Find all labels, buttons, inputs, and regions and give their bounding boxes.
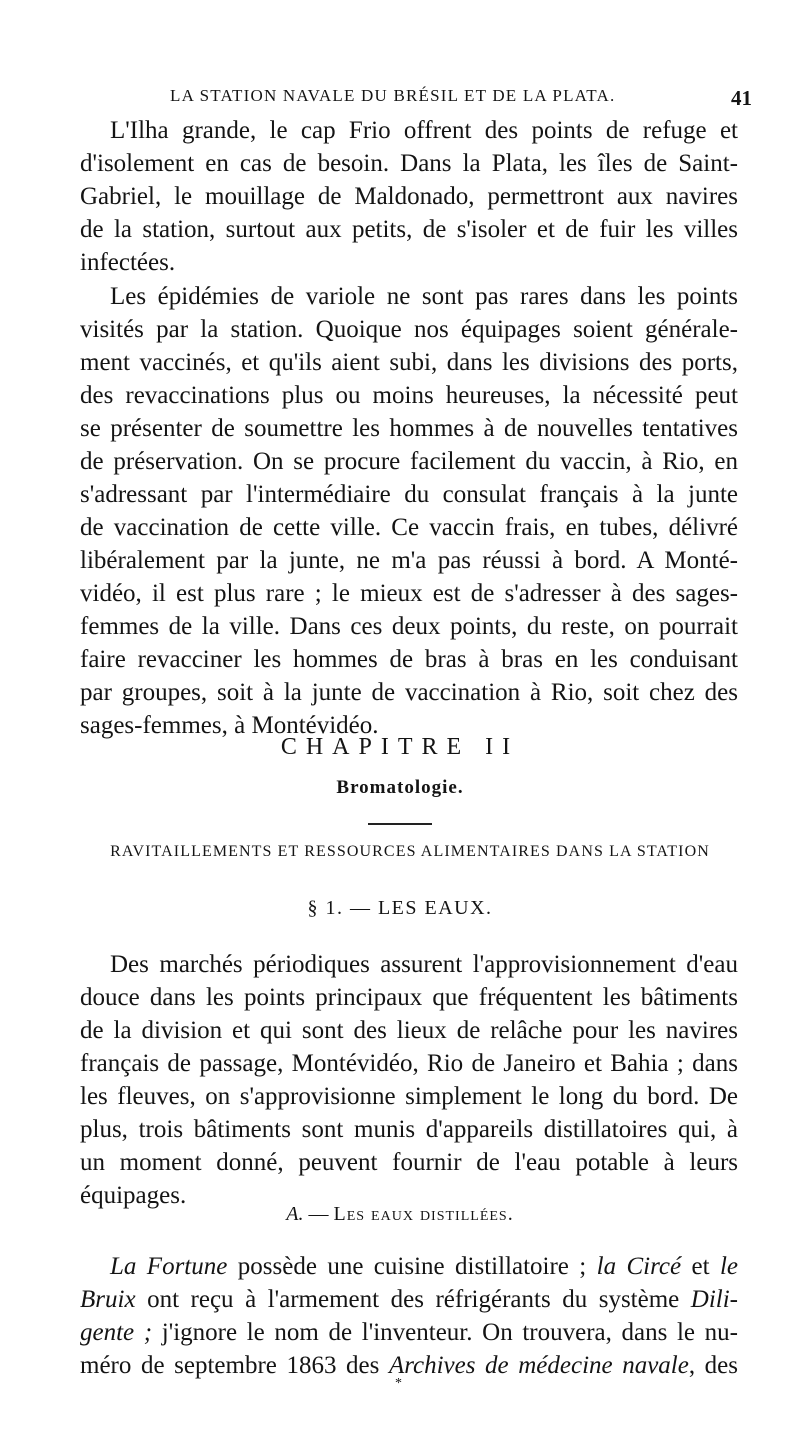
text-line: s'adressant par l'intermédiaire du consulat français à la junte [80,481,738,508]
paragraph-variole [80,280,738,742]
subheading-eaux-distillees [0,1203,800,1226]
system-name: Dili- [690,1286,738,1313]
text-line: de vaccination de cette ville. Ce vaccin frais, en tubes, délivré [80,514,738,541]
text-run: et [681,1253,720,1280]
text-line: de la station, surtout aux petits, de s'isoler et de fuir les villes [80,216,738,243]
paragraph-fortune [80,1250,738,1382]
text-line: faire revacciner les hommes de bras à bras en les conduisant [80,646,738,673]
text-line: français de passage, Montévidéo, Rio de Janeiro et Bahia ; dans [80,1050,738,1077]
running-head [78,86,752,116]
chapter-title: CHAPITRE II [280,734,520,760]
page-ornament: * [395,1376,402,1391]
paragraph-ilha-grande [80,114,738,279]
text-line [80,1283,738,1316]
text-line: d'isolement en cas de besoin. Dans la Plata, les îles de Saint- [80,150,738,177]
text-line: de la division et qui sont des lieux de relâche pour les navires [80,1017,738,1044]
paragraph-eaux [80,948,738,1212]
text-run: , des [688,1352,739,1379]
text-run: ont reçu à l'armement des réfrigérants du système [135,1286,691,1313]
ship-name: Bruix [80,1286,136,1313]
text-line: se présenter de soumettre les hommes à de nouvelles tentatives [80,415,738,442]
page-number: 41 [731,86,752,110]
text-line: vidéo, il est plus rare ; le mieux est de s'adresser à des sages- [80,580,738,607]
subheading-label: Les eaux distillées. [333,1203,514,1225]
chapter-divider [368,823,432,825]
text-line: les fleuves, on s'approvisionne simplement le long du bord. De [80,1083,738,1110]
text-line: un moment donné, peuvent fournir de l'eau potable à leurs [80,1149,738,1176]
chapter-subtitle: Bromatologie. [336,777,464,798]
text-line: infectées. [80,249,176,276]
text-line: visités par la station. Quoique nos équipages soient générale- [80,316,738,343]
journal-title: Archives de médecine navale [388,1352,689,1379]
section-heading: RAVITAILLEMENTS ET RESSOURCES ALIMENTAIRES DANS LA STATION [110,843,710,860]
text-line: plus, trois bâtiments sont munis d'appareils distillatoires qui, à [80,1116,738,1143]
text-line: femmes de la ville. Dans ces deux points, du reste, on pourrait [80,613,738,640]
running-head-title: LA STATION NAVALE DU BRÉSIL ET DE LA PLATA. [170,86,616,105]
text-line [80,1316,738,1349]
subsection-heading: § 1. — LES EAUX. [307,897,493,919]
text-line: Gabriel, le mouillage de Maldonado, permettront aux navires [80,183,738,210]
text-line: sages-femmes, à Montévidéo. [80,712,379,739]
subheading-dash: — [308,1203,329,1225]
text-line: de préservation. On se procure facilement du vaccin, à Rio, en [80,448,738,475]
ship-name: le [719,1253,739,1280]
text-run: possède une cuisine distillatoire ; [227,1253,597,1280]
ship-name: La Fortune [110,1253,228,1280]
text-run: méro de septembre 1863 des [80,1352,389,1379]
text-line: équipages. [80,1182,187,1209]
text-line: Les épidémies de variole ne sont pas rares dans les points [110,283,738,310]
text-line: libéralement par la junte, ne m'a pas réussi à bord. A Monté- [80,547,738,574]
subheading-letter: A. [286,1203,304,1225]
text-run: j'ignore le nom de l'inventeur. On trouvera, dans le nu- [152,1319,739,1346]
text-line: ment vaccinés, et qu'ils aient subi, dans les divisions des ports, [80,349,738,376]
system-name: gente ; [80,1319,153,1346]
text-line [80,1250,738,1283]
ship-name: la Circé [596,1253,682,1280]
text-line: Des marchés périodiques assurent l'approvisionnement d'eau [110,951,738,978]
text-line: L'Ilha grande, le cap Frio offrent des points de refuge et [110,117,738,144]
text-line: des revaccinations plus ou moins heureuses, la nécessité peut [80,382,738,409]
text-line [80,1349,738,1382]
text-line: par groupes, soit à la junte de vaccination à Rio, soit chez des [80,679,738,706]
text-line: douce dans les points principaux que fréquentent les bâtiments [80,984,738,1011]
